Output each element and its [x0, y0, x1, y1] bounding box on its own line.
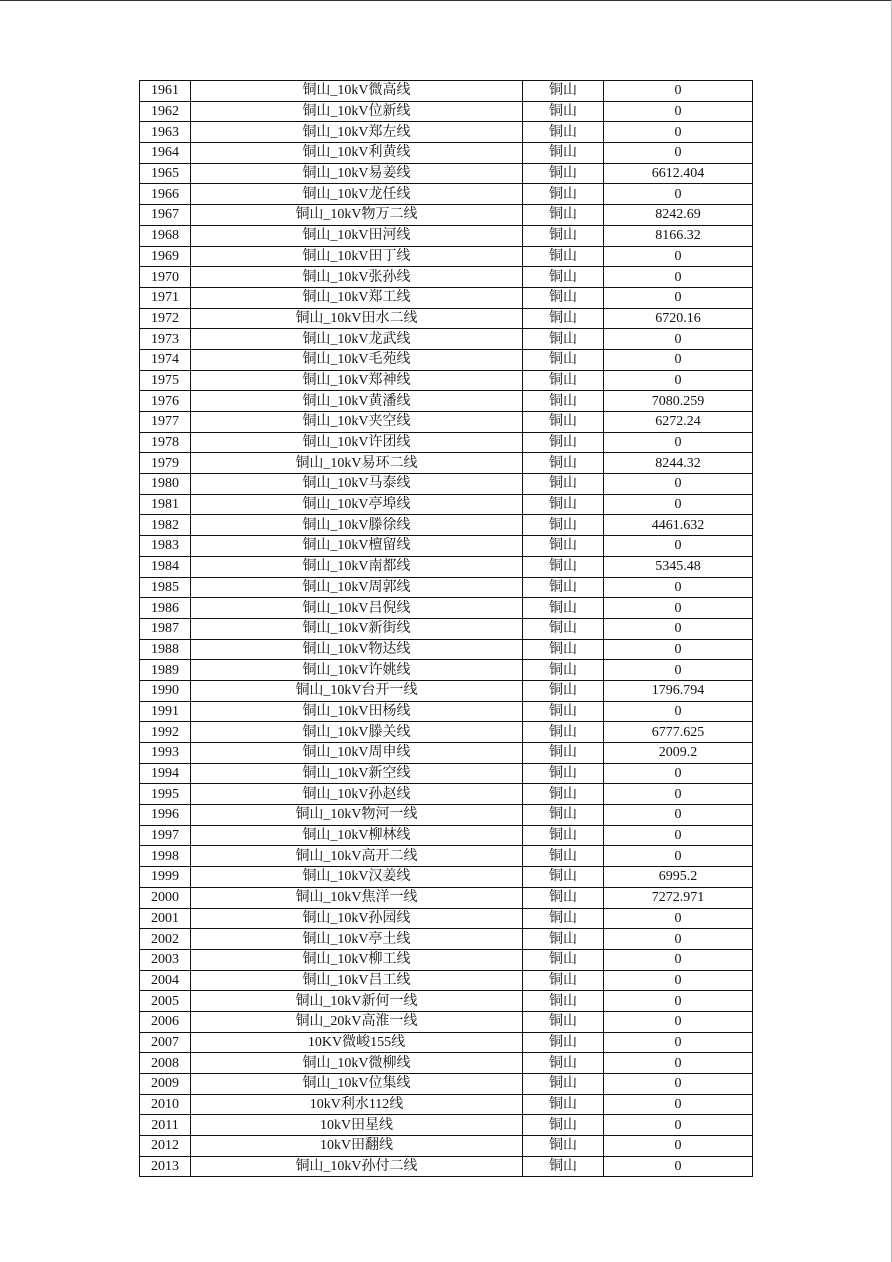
line-name-cell: 铜山_10kV位新线 [191, 101, 523, 122]
line-name-cell: 铜山_10kV亭埠线 [191, 494, 523, 515]
row-id-cell: 2000 [140, 887, 191, 908]
region-cell: 铜山 [523, 515, 604, 536]
value-cell: 0 [604, 577, 753, 598]
value-cell: 0 [604, 184, 753, 205]
row-id-cell: 1992 [140, 722, 191, 743]
row-id-cell: 1964 [140, 143, 191, 164]
row-id-cell: 1965 [140, 163, 191, 184]
region-cell: 铜山 [523, 412, 604, 433]
value-cell: 0 [604, 618, 753, 639]
region-cell: 铜山 [523, 163, 604, 184]
region-cell: 铜山 [523, 391, 604, 412]
value-cell: 0 [604, 784, 753, 805]
table-row [140, 370, 753, 391]
table-row [140, 143, 753, 164]
line-name-cell: 铜山_10kV田水二线 [191, 308, 523, 329]
line-name-cell: 铜山_10kV滕关线 [191, 722, 523, 743]
table-row [140, 1032, 753, 1053]
table-row [140, 515, 753, 536]
region-cell: 铜山 [523, 805, 604, 826]
table-row [140, 639, 753, 660]
line-name-cell: 铜山_10kV南都线 [191, 556, 523, 577]
region-cell: 铜山 [523, 1156, 604, 1177]
region-cell: 铜山 [523, 743, 604, 764]
table-row [140, 660, 753, 681]
value-cell: 6777.625 [604, 722, 753, 743]
table-row [140, 432, 753, 453]
region-cell: 铜山 [523, 536, 604, 557]
value-cell: 6612.404 [604, 163, 753, 184]
region-cell: 铜山 [523, 598, 604, 619]
row-id-cell: 1988 [140, 639, 191, 660]
value-cell: 1796.794 [604, 680, 753, 701]
line-name-cell: 铜山_10kV位集线 [191, 1074, 523, 1095]
value-cell: 7272.971 [604, 887, 753, 908]
table-row [140, 846, 753, 867]
row-id-cell: 1996 [140, 805, 191, 826]
value-cell: 0 [604, 122, 753, 143]
region-cell: 铜山 [523, 722, 604, 743]
line-name-cell: 铜山_10kV毛苑线 [191, 349, 523, 370]
value-cell: 0 [604, 825, 753, 846]
line-name-cell: 铜山_10kV滕徐线 [191, 515, 523, 536]
value-cell: 0 [604, 1032, 753, 1053]
region-cell: 铜山 [523, 329, 604, 350]
region-cell: 铜山 [523, 701, 604, 722]
line-name-cell: 铜山_10kV新何一线 [191, 991, 523, 1012]
line-name-cell: 铜山_10kV新街线 [191, 618, 523, 639]
value-cell: 0 [604, 1115, 753, 1136]
row-id-cell: 2002 [140, 929, 191, 950]
table-row [140, 577, 753, 598]
row-id-cell: 2011 [140, 1115, 191, 1136]
row-id-cell: 1985 [140, 577, 191, 598]
region-cell: 铜山 [523, 1094, 604, 1115]
line-name-cell: 铜山_10kV许团线 [191, 432, 523, 453]
region-cell: 铜山 [523, 1136, 604, 1157]
value-cell: 0 [604, 329, 753, 350]
table-row [140, 556, 753, 577]
table-row [140, 867, 753, 888]
line-name-cell: 铜山_10kV吕工线 [191, 970, 523, 991]
region-cell: 铜山 [523, 474, 604, 495]
row-id-cell: 2008 [140, 1053, 191, 1074]
row-id-cell: 1962 [140, 101, 191, 122]
value-cell: 0 [604, 246, 753, 267]
value-cell: 0 [604, 267, 753, 288]
region-cell: 铜山 [523, 122, 604, 143]
line-name-cell: 10KV微峻155线 [191, 1032, 523, 1053]
line-name-cell: 铜山_10kV许姚线 [191, 660, 523, 681]
row-id-cell: 1978 [140, 432, 191, 453]
value-cell: 0 [604, 1136, 753, 1157]
row-id-cell: 1989 [140, 660, 191, 681]
row-id-cell: 1995 [140, 784, 191, 805]
line-name-cell: 铜山_10kV檀留线 [191, 536, 523, 557]
row-id-cell: 1980 [140, 474, 191, 495]
value-cell: 0 [604, 846, 753, 867]
region-cell: 铜山 [523, 763, 604, 784]
value-cell: 0 [604, 1156, 753, 1177]
value-cell: 0 [604, 908, 753, 929]
table-row [140, 101, 753, 122]
table-row [140, 949, 753, 970]
line-name-cell: 铜山_10kV新空线 [191, 763, 523, 784]
table-row [140, 494, 753, 515]
value-cell: 0 [604, 805, 753, 826]
value-cell: 0 [604, 287, 753, 308]
table-row [140, 991, 753, 1012]
region-cell: 铜山 [523, 143, 604, 164]
line-name-cell: 铜山_10kV孙园线 [191, 908, 523, 929]
region-cell: 铜山 [523, 887, 604, 908]
line-name-cell: 铜山_10kV田丁线 [191, 246, 523, 267]
value-cell: 0 [604, 970, 753, 991]
region-cell: 铜山 [523, 494, 604, 515]
value-cell: 8242.69 [604, 205, 753, 226]
region-cell: 铜山 [523, 184, 604, 205]
line-name-cell: 铜山_10kV郑神线 [191, 370, 523, 391]
line-name-cell: 铜山_10kV物达线 [191, 639, 523, 660]
table-row [140, 970, 753, 991]
row-id-cell: 1979 [140, 453, 191, 474]
line-name-cell: 铜山_10kV田杨线 [191, 701, 523, 722]
line-name-cell: 铜山_10kV易环二线 [191, 453, 523, 474]
region-cell: 铜山 [523, 1115, 604, 1136]
row-id-cell: 1997 [140, 825, 191, 846]
region-cell: 铜山 [523, 867, 604, 888]
row-id-cell: 1999 [140, 867, 191, 888]
value-cell: 0 [604, 660, 753, 681]
table-row [140, 1053, 753, 1074]
region-cell: 铜山 [523, 618, 604, 639]
value-cell: 0 [604, 536, 753, 557]
region-cell: 铜山 [523, 246, 604, 267]
line-name-cell: 铜山_20kV高淮一线 [191, 1011, 523, 1032]
table-row [140, 743, 753, 764]
region-cell: 铜山 [523, 991, 604, 1012]
row-id-cell: 2005 [140, 991, 191, 1012]
table-row [140, 122, 753, 143]
line-name-cell: 铜山_10kV黄潘线 [191, 391, 523, 412]
value-cell: 0 [604, 81, 753, 102]
row-id-cell: 1963 [140, 122, 191, 143]
table-row [140, 308, 753, 329]
line-name-cell: 铜山_10kV微柳线 [191, 1053, 523, 1074]
row-id-cell: 1987 [140, 618, 191, 639]
region-cell: 铜山 [523, 432, 604, 453]
region-cell: 铜山 [523, 267, 604, 288]
row-id-cell: 2009 [140, 1074, 191, 1095]
region-cell: 铜山 [523, 949, 604, 970]
line-name-cell: 铜山_10kV吕倪线 [191, 598, 523, 619]
table-row [140, 1094, 753, 1115]
table-row [140, 784, 753, 805]
value-cell: 0 [604, 991, 753, 1012]
row-id-cell: 1994 [140, 763, 191, 784]
table-row [140, 267, 753, 288]
line-name-cell: 铜山_10kV周申线 [191, 743, 523, 764]
value-cell: 7080.259 [604, 391, 753, 412]
table-row [140, 163, 753, 184]
value-cell: 0 [604, 949, 753, 970]
value-cell: 0 [604, 639, 753, 660]
value-cell: 0 [604, 763, 753, 784]
line-name-cell: 铜山_10kV高开二线 [191, 846, 523, 867]
row-id-cell: 1973 [140, 329, 191, 350]
row-id-cell: 1961 [140, 81, 191, 102]
table-row [140, 246, 753, 267]
line-name-cell: 铜山_10kV微高线 [191, 81, 523, 102]
table-row [140, 929, 753, 950]
line-name-cell: 铜山_10kV龙武线 [191, 329, 523, 350]
region-cell: 铜山 [523, 101, 604, 122]
row-id-cell: 1986 [140, 598, 191, 619]
table-row [140, 474, 753, 495]
region-cell: 铜山 [523, 81, 604, 102]
value-cell: 0 [604, 432, 753, 453]
row-id-cell: 1984 [140, 556, 191, 577]
row-id-cell: 1972 [140, 308, 191, 329]
value-cell: 0 [604, 1053, 753, 1074]
region-cell: 铜山 [523, 784, 604, 805]
table-row [140, 349, 753, 370]
value-cell: 0 [604, 474, 753, 495]
table-row [140, 825, 753, 846]
region-cell: 铜山 [523, 370, 604, 391]
region-cell: 铜山 [523, 556, 604, 577]
line-name-cell: 铜山_10kV易姜线 [191, 163, 523, 184]
row-id-cell: 1998 [140, 846, 191, 867]
table-row [140, 184, 753, 205]
value-cell: 0 [604, 370, 753, 391]
table-row [140, 329, 753, 350]
row-id-cell: 1970 [140, 267, 191, 288]
table-row [140, 701, 753, 722]
row-id-cell: 1969 [140, 246, 191, 267]
table-row [140, 763, 753, 784]
table-row [140, 1115, 753, 1136]
value-cell: 2009.2 [604, 743, 753, 764]
line-name-cell: 铜山_10kV郑左线 [191, 122, 523, 143]
value-cell: 0 [604, 598, 753, 619]
line-name-cell: 铜山_10kV马泰线 [191, 474, 523, 495]
region-cell: 铜山 [523, 1074, 604, 1095]
table-row [140, 1156, 753, 1177]
region-cell: 铜山 [523, 846, 604, 867]
value-cell: 0 [604, 929, 753, 950]
region-cell: 铜山 [523, 308, 604, 329]
region-cell: 铜山 [523, 929, 604, 950]
region-cell: 铜山 [523, 225, 604, 246]
table-row [140, 205, 753, 226]
line-name-cell: 铜山_10kV台开一线 [191, 680, 523, 701]
table-row [140, 598, 753, 619]
row-id-cell: 1971 [140, 287, 191, 308]
region-cell: 铜山 [523, 349, 604, 370]
line-name-cell: 铜山_10kV田河线 [191, 225, 523, 246]
row-id-cell: 1981 [140, 494, 191, 515]
table-row [140, 805, 753, 826]
table-row [140, 453, 753, 474]
line-name-cell: 10kV田星线 [191, 1115, 523, 1136]
row-id-cell: 1967 [140, 205, 191, 226]
region-cell: 铜山 [523, 970, 604, 991]
line-name-cell: 铜山_10kV焦洋一线 [191, 887, 523, 908]
line-data-table [139, 80, 753, 1177]
row-id-cell: 1982 [140, 515, 191, 536]
row-id-cell: 1974 [140, 349, 191, 370]
region-cell: 铜山 [523, 639, 604, 660]
value-cell: 0 [604, 1094, 753, 1115]
line-name-cell: 铜山_10kV汉姜线 [191, 867, 523, 888]
row-id-cell: 2001 [140, 908, 191, 929]
region-cell: 铜山 [523, 1032, 604, 1053]
region-cell: 铜山 [523, 453, 604, 474]
row-id-cell: 1991 [140, 701, 191, 722]
row-id-cell: 2013 [140, 1156, 191, 1177]
value-cell: 6995.2 [604, 867, 753, 888]
region-cell: 铜山 [523, 287, 604, 308]
table-row [140, 722, 753, 743]
region-cell: 铜山 [523, 205, 604, 226]
value-cell: 0 [604, 1074, 753, 1095]
table-row [140, 225, 753, 246]
table-row [140, 1074, 753, 1095]
table-body [140, 81, 753, 1177]
value-cell: 6272.24 [604, 412, 753, 433]
value-cell: 0 [604, 143, 753, 164]
line-name-cell: 铜山_10kV柳林线 [191, 825, 523, 846]
line-name-cell: 铜山_10kV物万二线 [191, 205, 523, 226]
table-row [140, 908, 753, 929]
row-id-cell: 1968 [140, 225, 191, 246]
page-top-border [0, 0, 892, 1]
table-row [140, 680, 753, 701]
region-cell: 铜山 [523, 1053, 604, 1074]
row-id-cell: 1983 [140, 536, 191, 557]
table-row [140, 412, 753, 433]
line-name-cell: 铜山_10kV孙付二线 [191, 1156, 523, 1177]
row-id-cell: 2004 [140, 970, 191, 991]
value-cell: 0 [604, 349, 753, 370]
value-cell: 0 [604, 701, 753, 722]
value-cell: 0 [604, 101, 753, 122]
row-id-cell: 1993 [140, 743, 191, 764]
region-cell: 铜山 [523, 908, 604, 929]
line-name-cell: 铜山_10kV周郭线 [191, 577, 523, 598]
row-id-cell: 1976 [140, 391, 191, 412]
row-id-cell: 1990 [140, 680, 191, 701]
line-name-cell: 10kV田翻线 [191, 1136, 523, 1157]
region-cell: 铜山 [523, 680, 604, 701]
row-id-cell: 2012 [140, 1136, 191, 1157]
region-cell: 铜山 [523, 825, 604, 846]
line-name-cell: 铜山_10kV张孙线 [191, 267, 523, 288]
line-name-cell: 铜山_10kV物河一线 [191, 805, 523, 826]
row-id-cell: 2003 [140, 949, 191, 970]
value-cell: 0 [604, 494, 753, 515]
line-name-cell: 铜山_10kV亭土线 [191, 929, 523, 950]
line-name-cell: 铜山_10kV利黄线 [191, 143, 523, 164]
region-cell: 铜山 [523, 1011, 604, 1032]
value-cell: 8244.32 [604, 453, 753, 474]
region-cell: 铜山 [523, 660, 604, 681]
table-row [140, 887, 753, 908]
value-cell: 5345.48 [604, 556, 753, 577]
line-name-cell: 铜山_10kV孙赵线 [191, 784, 523, 805]
region-cell: 铜山 [523, 577, 604, 598]
line-name-cell: 10kV利水112线 [191, 1094, 523, 1115]
table-row [140, 287, 753, 308]
value-cell: 6720.16 [604, 308, 753, 329]
table-row [140, 391, 753, 412]
row-id-cell: 2006 [140, 1011, 191, 1032]
row-id-cell: 1977 [140, 412, 191, 433]
table-row [140, 618, 753, 639]
value-cell: 4461.632 [604, 515, 753, 536]
line-name-cell: 铜山_10kV郑工线 [191, 287, 523, 308]
line-name-cell: 铜山_10kV夹空线 [191, 412, 523, 433]
table-row [140, 536, 753, 557]
row-id-cell: 2010 [140, 1094, 191, 1115]
table-row [140, 1136, 753, 1157]
table-row [140, 81, 753, 102]
value-cell: 8166.32 [604, 225, 753, 246]
value-cell: 0 [604, 1011, 753, 1032]
row-id-cell: 2007 [140, 1032, 191, 1053]
row-id-cell: 1966 [140, 184, 191, 205]
table-row [140, 1011, 753, 1032]
line-name-cell: 铜山_10kV龙任线 [191, 184, 523, 205]
row-id-cell: 1975 [140, 370, 191, 391]
line-name-cell: 铜山_10kV柳工线 [191, 949, 523, 970]
